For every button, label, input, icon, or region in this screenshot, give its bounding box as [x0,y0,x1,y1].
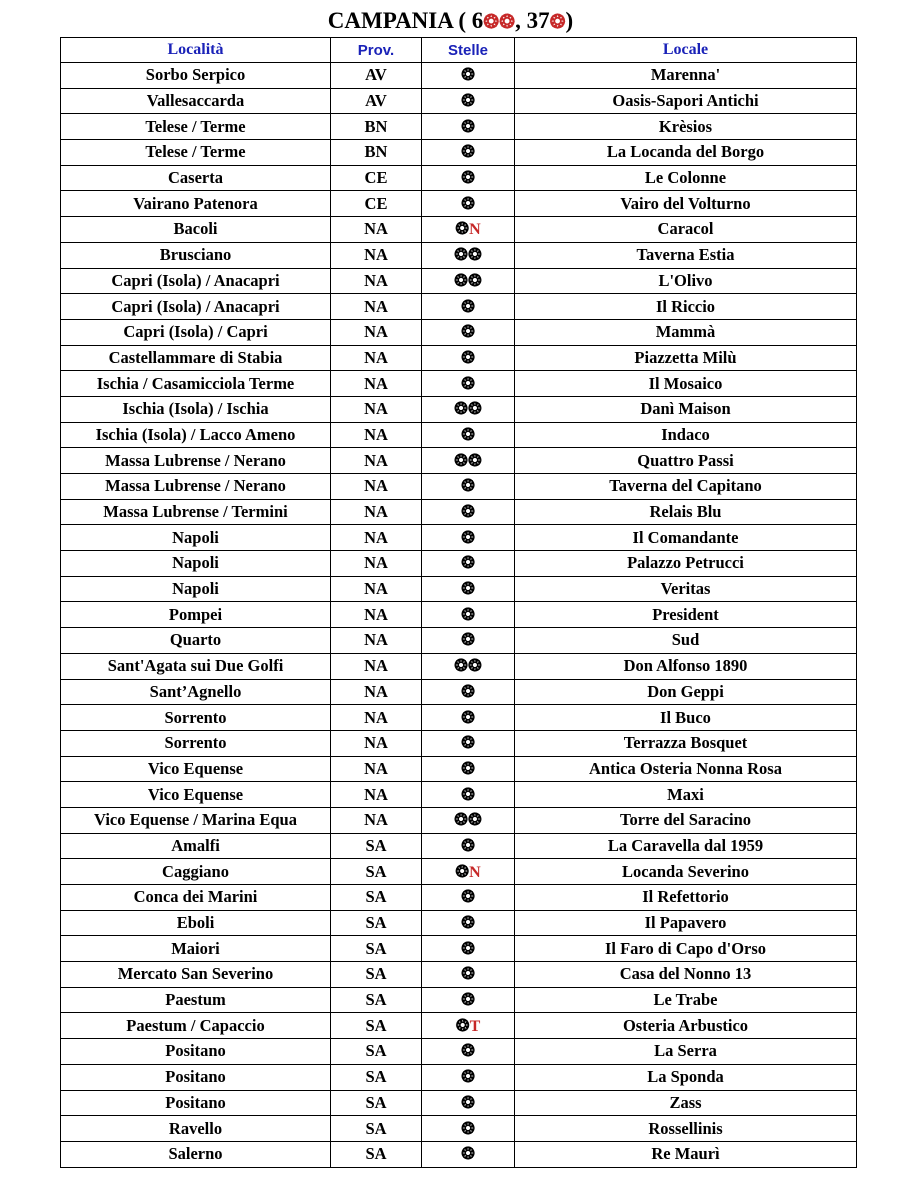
table-row [61,1064,857,1090]
cell-localita: Ischia (Isola) / Ischia [61,396,331,422]
table-row [61,807,857,833]
table-row [61,1039,857,1065]
cell-stelle [422,63,515,89]
michelin-star-icon: ❂❂ [454,810,482,830]
cell-locale: Il Comandante [515,525,857,551]
cell-locale: Mammà [515,319,857,345]
michelin-two-star-icon: ❂❂ [483,12,516,33]
cell-locale: Indaco [515,422,857,448]
cell-stelle [422,1116,515,1142]
table-row [61,936,857,962]
cell-locale: Relais Blu [515,499,857,525]
cell-stelle [422,910,515,936]
cell-prov: NA [331,525,422,551]
star-note: N [469,863,481,881]
cell-prov: NA [331,345,422,371]
table-row [61,833,857,859]
cell-locale: Maxi [515,782,857,808]
michelin-star-icon: ❂❂ [454,450,482,470]
cell-localita: Quarto [61,628,331,654]
table-row [61,114,857,140]
michelin-star-icon: ❂ [461,913,475,933]
cell-locale: Casa del Nonno 13 [515,962,857,988]
cell-prov: NA [331,319,422,345]
cell-prov: NA [331,422,422,448]
michelin-star-icon: ❂ [461,733,475,753]
michelin-star-icon: ❂❂ [454,656,482,676]
cell-stelle [422,448,515,474]
table-row [61,756,857,782]
cell-stelle [422,885,515,911]
michelin-star-icon: ❂ [461,1092,475,1112]
title-suffix: ) [565,8,574,33]
header-locale: Locale [515,38,857,63]
cell-prov: NA [331,294,422,320]
cell-prov: BN [331,140,422,166]
table-row [61,294,857,320]
cell-localita: Telese / Terme [61,140,331,166]
cell-locale: Rossellinis [515,1116,857,1142]
michelin-star-icon: ❂ [461,1041,475,1061]
cell-prov: NA [331,679,422,705]
table-row [61,1116,857,1142]
table-row [61,885,857,911]
cell-stelle [422,962,515,988]
cell-prov: NA [331,551,422,577]
cell-localita: Napoli [61,576,331,602]
cell-stelle [422,679,515,705]
cell-locale: Veritas [515,576,857,602]
cell-stelle [422,576,515,602]
cell-prov: NA [331,448,422,474]
michelin-star-icon: ❂ [461,553,475,573]
table-row [61,165,857,191]
cell-stelle [422,474,515,500]
cell-stelle [422,396,515,422]
cell-localita: Vico Equense [61,782,331,808]
cell-localita: Paestum [61,987,331,1013]
michelin-star-icon: ❂ [461,527,475,547]
michelin-star-icon: ❂ [461,476,475,496]
cell-stelle [422,859,515,885]
table-row [61,268,857,294]
cell-localita: Eboli [61,910,331,936]
cell-stelle [422,1064,515,1090]
cell-prov: SA [331,1116,422,1142]
table-row [61,987,857,1013]
star-note: T [469,1017,481,1035]
cell-localita: Bacoli [61,217,331,243]
cell-localita: Brusciano [61,242,331,268]
cell-localita: Pompei [61,602,331,628]
cell-locale: Le Colonne [515,165,857,191]
table-row [61,653,857,679]
cell-localita: Paestum / Capaccio [61,1013,331,1039]
cell-locale: La Locanda del Borgo [515,140,857,166]
cell-prov: SA [331,1064,422,1090]
header-prov: Prov. [331,38,422,63]
michelin-star-icon: ❂ [461,347,475,367]
cell-stelle [422,191,515,217]
cell-localita: Castellammare di Stabia [61,345,331,371]
cell-prov: SA [331,885,422,911]
cell-prov: CE [331,191,422,217]
cell-prov: NA [331,782,422,808]
cell-localita: Caserta [61,165,331,191]
michelin-star-icon: ❂ [461,887,475,907]
cell-locale: Il Refettorio [515,885,857,911]
cell-localita: Caggiano [61,859,331,885]
cell-localita: Massa Lubrense / Nerano [61,448,331,474]
cell-localita: Mercato San Severino [61,962,331,988]
table-row [61,474,857,500]
cell-locale: Il Buco [515,705,857,731]
cell-locale: Oasis-Sapori Antichi [515,88,857,114]
table-row [61,782,857,808]
cell-locale: Sud [515,628,857,654]
cell-prov: AV [331,63,422,89]
michelin-star-icon: ❂ [461,784,475,804]
cell-prov: NA [331,730,422,756]
michelin-star-icon: ❂ [461,707,475,727]
table-row [61,242,857,268]
michelin-star-icon: ❂ [455,1015,470,1035]
cell-locale: President [515,602,857,628]
cell-localita: Telese / Terme [61,114,331,140]
michelin-star-icon: ❂❂ [454,270,482,290]
cell-locale: Quattro Passi [515,448,857,474]
page-title [0,6,901,38]
michelin-star-icon: ❂ [461,91,475,111]
cell-locale: Palazzo Petrucci [515,551,857,577]
cell-locale: La Serra [515,1039,857,1065]
cell-prov: NA [331,576,422,602]
cell-stelle [422,653,515,679]
table-row [61,217,857,243]
cell-locale: Il Faro di Capo d'Orso [515,936,857,962]
cell-localita: Maiori [61,936,331,962]
table-row [61,140,857,166]
cell-locale: Osteria Arbustico [515,1013,857,1039]
table-row [61,396,857,422]
table-row [61,448,857,474]
table-row [61,88,857,114]
cell-locale: Danì Maison [515,396,857,422]
cell-stelle [422,551,515,577]
cell-prov: NA [331,396,422,422]
cell-locale: Caracol [515,217,857,243]
michelin-star-icon: ❂ [461,938,475,958]
michelin-star-icon: ❂ [461,681,475,701]
cell-prov: SA [331,1013,422,1039]
cell-locale: Locanda Severino [515,859,857,885]
cell-stelle [422,1013,515,1039]
header-localita: Località [61,38,331,63]
michelin-star-icon: ❂ [461,116,475,136]
cell-localita: Capri (Isola) / Anacapri [61,294,331,320]
michelin-star-icon: ❂ [461,296,475,316]
cell-stelle [422,371,515,397]
cell-localita: Sant'Agata sui Due Golfi [61,653,331,679]
cell-prov: NA [331,602,422,628]
table-row [61,1013,857,1039]
cell-prov: CE [331,165,422,191]
cell-localita: Ravello [61,1116,331,1142]
michelin-star-icon: ❂ [461,579,475,599]
cell-locale: Torre del Saracino [515,807,857,833]
cell-localita: Vico Equense / Marina Equa [61,807,331,833]
cell-locale: Taverna del Capitano [515,474,857,500]
cell-prov: SA [331,833,422,859]
cell-stelle [422,499,515,525]
michelin-star-icon: ❂ [461,835,475,855]
michelin-star-icon: ❂ [461,65,475,85]
cell-prov: NA [331,268,422,294]
table-row [61,679,857,705]
title-separator: , 37 [515,8,550,33]
michelin-star-icon: ❂ [461,142,475,162]
cell-stelle [422,705,515,731]
table-row [61,730,857,756]
cell-locale: Il Papavero [515,910,857,936]
michelin-star-icon: ❂ [461,1067,475,1087]
cell-stelle [422,345,515,371]
cell-prov: NA [331,499,422,525]
header-stelle: Stelle [422,38,515,63]
michelin-star-icon: ❂ [461,990,475,1010]
cell-localita: Napoli [61,525,331,551]
table-row [61,63,857,89]
cell-stelle [422,140,515,166]
cell-locale: Antica Osteria Nonna Rosa [515,756,857,782]
cell-localita: Capri (Isola) / Capri [61,319,331,345]
cell-stelle [422,602,515,628]
cell-locale: La Sponda [515,1064,857,1090]
table-row [61,705,857,731]
table-row [61,422,857,448]
michelin-star-icon: ❂ [461,193,475,213]
cell-localita: Amalfi [61,833,331,859]
cell-stelle [422,114,515,140]
cell-stelle [422,88,515,114]
michelin-star-icon: ❂❂ [454,245,482,265]
cell-prov: SA [331,936,422,962]
table-header-row [61,38,857,63]
michelin-star-icon: ❂ [461,1144,475,1164]
cell-prov: SA [331,1039,422,1065]
cell-locale: Zass [515,1090,857,1116]
michelin-star-icon: ❂ [455,219,470,239]
michelin-star-icon: ❂ [461,168,475,188]
cell-prov: NA [331,217,422,243]
table-row [61,371,857,397]
cell-localita: Ischia / Casamicciola Terme [61,371,331,397]
cell-stelle [422,242,515,268]
cell-prov: BN [331,114,422,140]
cell-prov: NA [331,807,422,833]
star-note: N [469,221,481,239]
michelin-star-icon: ❂❂ [454,399,482,419]
cell-stelle [422,525,515,551]
cell-stelle [422,730,515,756]
cell-prov: NA [331,705,422,731]
michelin-star-icon: ❂ [461,322,475,342]
cell-prov: SA [331,859,422,885]
cell-prov: SA [331,910,422,936]
cell-prov: NA [331,371,422,397]
cell-stelle [422,936,515,962]
cell-prov: SA [331,987,422,1013]
michelin-star-icon: ❂ [461,630,475,650]
michelin-star-icon: ❂ [461,424,475,444]
cell-prov: SA [331,1141,422,1167]
cell-prov: NA [331,474,422,500]
cell-locale: Piazzetta Milù [515,345,857,371]
cell-locale: Marenna' [515,63,857,89]
cell-localita: Ischia (Isola) / Lacco Ameno [61,422,331,448]
restaurant-table [60,37,857,1168]
cell-localita: Positano [61,1064,331,1090]
cell-locale: Taverna Estia [515,242,857,268]
michelin-star-icon: ❂ [461,758,475,778]
table-row [61,962,857,988]
table-row [61,345,857,371]
table-row [61,859,857,885]
cell-stelle [422,782,515,808]
cell-locale: La Caravella dal 1959 [515,833,857,859]
michelin-star-icon: ❂ [461,604,475,624]
table-row [61,576,857,602]
table-row [61,525,857,551]
cell-localita: Massa Lubrense / Termini [61,499,331,525]
cell-localita: Salerno [61,1141,331,1167]
cell-stelle [422,1090,515,1116]
cell-localita: Sant’Agnello [61,679,331,705]
cell-stelle [422,1141,515,1167]
table-row [61,628,857,654]
cell-localita: Conca dei Marini [61,885,331,911]
cell-localita: Sorbo Serpico [61,63,331,89]
cell-locale: Don Geppi [515,679,857,705]
table-row [61,551,857,577]
cell-locale: Krèsios [515,114,857,140]
cell-stelle [422,833,515,859]
table-row [61,1141,857,1167]
cell-stelle [422,422,515,448]
cell-stelle [422,294,515,320]
michelin-star-icon: ❂ [461,502,475,522]
cell-stelle [422,268,515,294]
table-row [61,499,857,525]
cell-locale: Il Riccio [515,294,857,320]
cell-locale: Il Mosaico [515,371,857,397]
table-row [61,1090,857,1116]
cell-prov: AV [331,88,422,114]
table-row [61,910,857,936]
cell-locale: Don Alfonso 1890 [515,653,857,679]
table-row [61,319,857,345]
cell-locale: Terrazza Bosquet [515,730,857,756]
cell-prov: SA [331,962,422,988]
michelin-star-icon: ❂ [461,373,475,393]
cell-localita: Napoli [61,551,331,577]
cell-prov: NA [331,756,422,782]
cell-localita: Massa Lubrense / Nerano [61,474,331,500]
cell-localita: Vallesaccarda [61,88,331,114]
cell-locale: Vairo del Volturno [515,191,857,217]
cell-localita: Sorrento [61,705,331,731]
cell-localita: Sorrento [61,730,331,756]
cell-localita: Vico Equense [61,756,331,782]
cell-prov: NA [331,242,422,268]
cell-prov: SA [331,1090,422,1116]
cell-stelle [422,987,515,1013]
table-row [61,191,857,217]
cell-stelle [422,756,515,782]
cell-stelle [422,319,515,345]
michelin-star-icon: ❂ [461,1118,475,1138]
cell-stelle [422,807,515,833]
michelin-star-icon: ❂ [455,861,470,881]
cell-locale: Re Maurì [515,1141,857,1167]
cell-stelle [422,165,515,191]
title-prefix: CAMPANIA ( 6 [327,8,484,33]
cell-localita: Vairano Patenora [61,191,331,217]
michelin-star-icon: ❂ [461,964,475,984]
cell-localita: Positano [61,1090,331,1116]
cell-locale: L'Olivo [515,268,857,294]
cell-stelle [422,217,515,243]
cell-localita: Capri (Isola) / Anacapri [61,268,331,294]
cell-stelle [422,1039,515,1065]
cell-locale: Le Trabe [515,987,857,1013]
cell-prov: NA [331,653,422,679]
table-row [61,602,857,628]
cell-localita: Positano [61,1039,331,1065]
cell-stelle [422,628,515,654]
table-body [61,63,857,1168]
cell-prov: NA [331,628,422,654]
michelin-star-icon: ❂ [549,12,566,33]
